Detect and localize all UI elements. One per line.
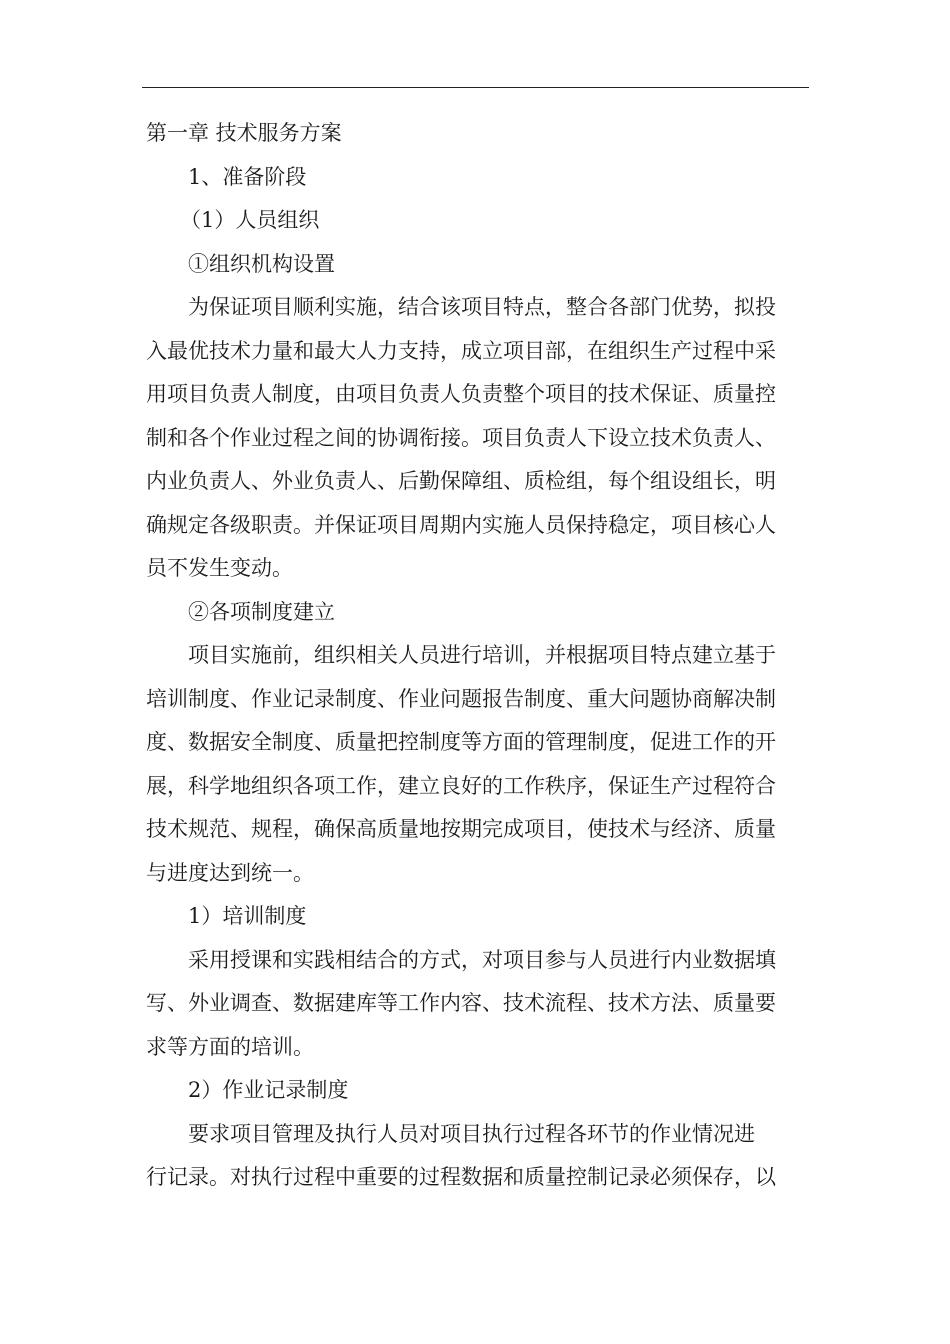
paragraph-line: 制和各个作业过程之间的协调衔接。项目负责人下设立技术负责人、	[146, 425, 776, 450]
sub-item-heading: 1）培训制度	[188, 904, 307, 928]
paragraph-line: 用项目负责人制度，由项目负责人负责整个项目的技术保证、质量控	[146, 382, 776, 406]
item-heading: ①组织机构设置	[188, 251, 335, 276]
paragraph-line: 确规定各级职责。并保证项目周期内实施人员保持稳定，项目核心人	[146, 512, 776, 537]
subsection-heading: （1）人员组织	[180, 208, 320, 232]
paragraph-line: 项目实施前，组织相关人员进行培训，并根据项目特点建立基于	[188, 643, 776, 667]
paragraph-line: 行记录。对执行过程中重要的过程数据和质量控制记录必须保存，以	[146, 1165, 776, 1189]
paragraph-line: 采用授课和实践相结合的方式，对项目参与人员进行内业数据填	[188, 947, 776, 972]
paragraph-line: 员不发生变动。	[146, 556, 293, 580]
sub-item-heading: 2）作业记录制度	[188, 1078, 349, 1102]
paragraph-line: 度、数据安全制度、质量把控制度等方面的管理制度，促进工作的开	[146, 730, 776, 754]
document-body	[146, 112, 808, 1200]
paragraph-line: 要求项目管理及执行人员对项目执行过程各环节的作业情况进	[188, 1121, 755, 1146]
paragraph-line: 展，科学地组织各项工作，建立良好的工作秩序，保证生产过程符合	[146, 773, 776, 798]
paragraph-line: 内业负责人、外业负责人、后勤保障组、质检组，每个组设组长，明	[146, 469, 776, 493]
paragraph-line: 为保证项目顺利实施，结合该项目特点，整合各部门优势，拟投	[188, 295, 776, 319]
chapter-title: 第一章 技术服务方案	[146, 121, 342, 145]
header-rule	[142, 87, 809, 88]
paragraph-line: 入最优技术力量和最大人力支持，成立项目部，在组织生产过程中采	[146, 338, 776, 363]
section-heading: 1、准备阶段	[188, 164, 307, 189]
paragraph-line: 培训制度、作业记录制度、作业问题报告制度、重大问题协商解决制	[146, 686, 776, 711]
item-heading: ②各项制度建立	[188, 599, 335, 624]
paragraph-line: 与进度达到统一。	[146, 860, 314, 885]
paragraph-line: 技术规范、规程，确保高质量地按期完成项目，使技术与经济、质量	[146, 817, 776, 841]
paragraph-line: 写、外业调查、数据建库等工作内容、技术流程、技术方法、质量要	[146, 991, 776, 1015]
paragraph-line: 求等方面的培训。	[146, 1034, 314, 1059]
